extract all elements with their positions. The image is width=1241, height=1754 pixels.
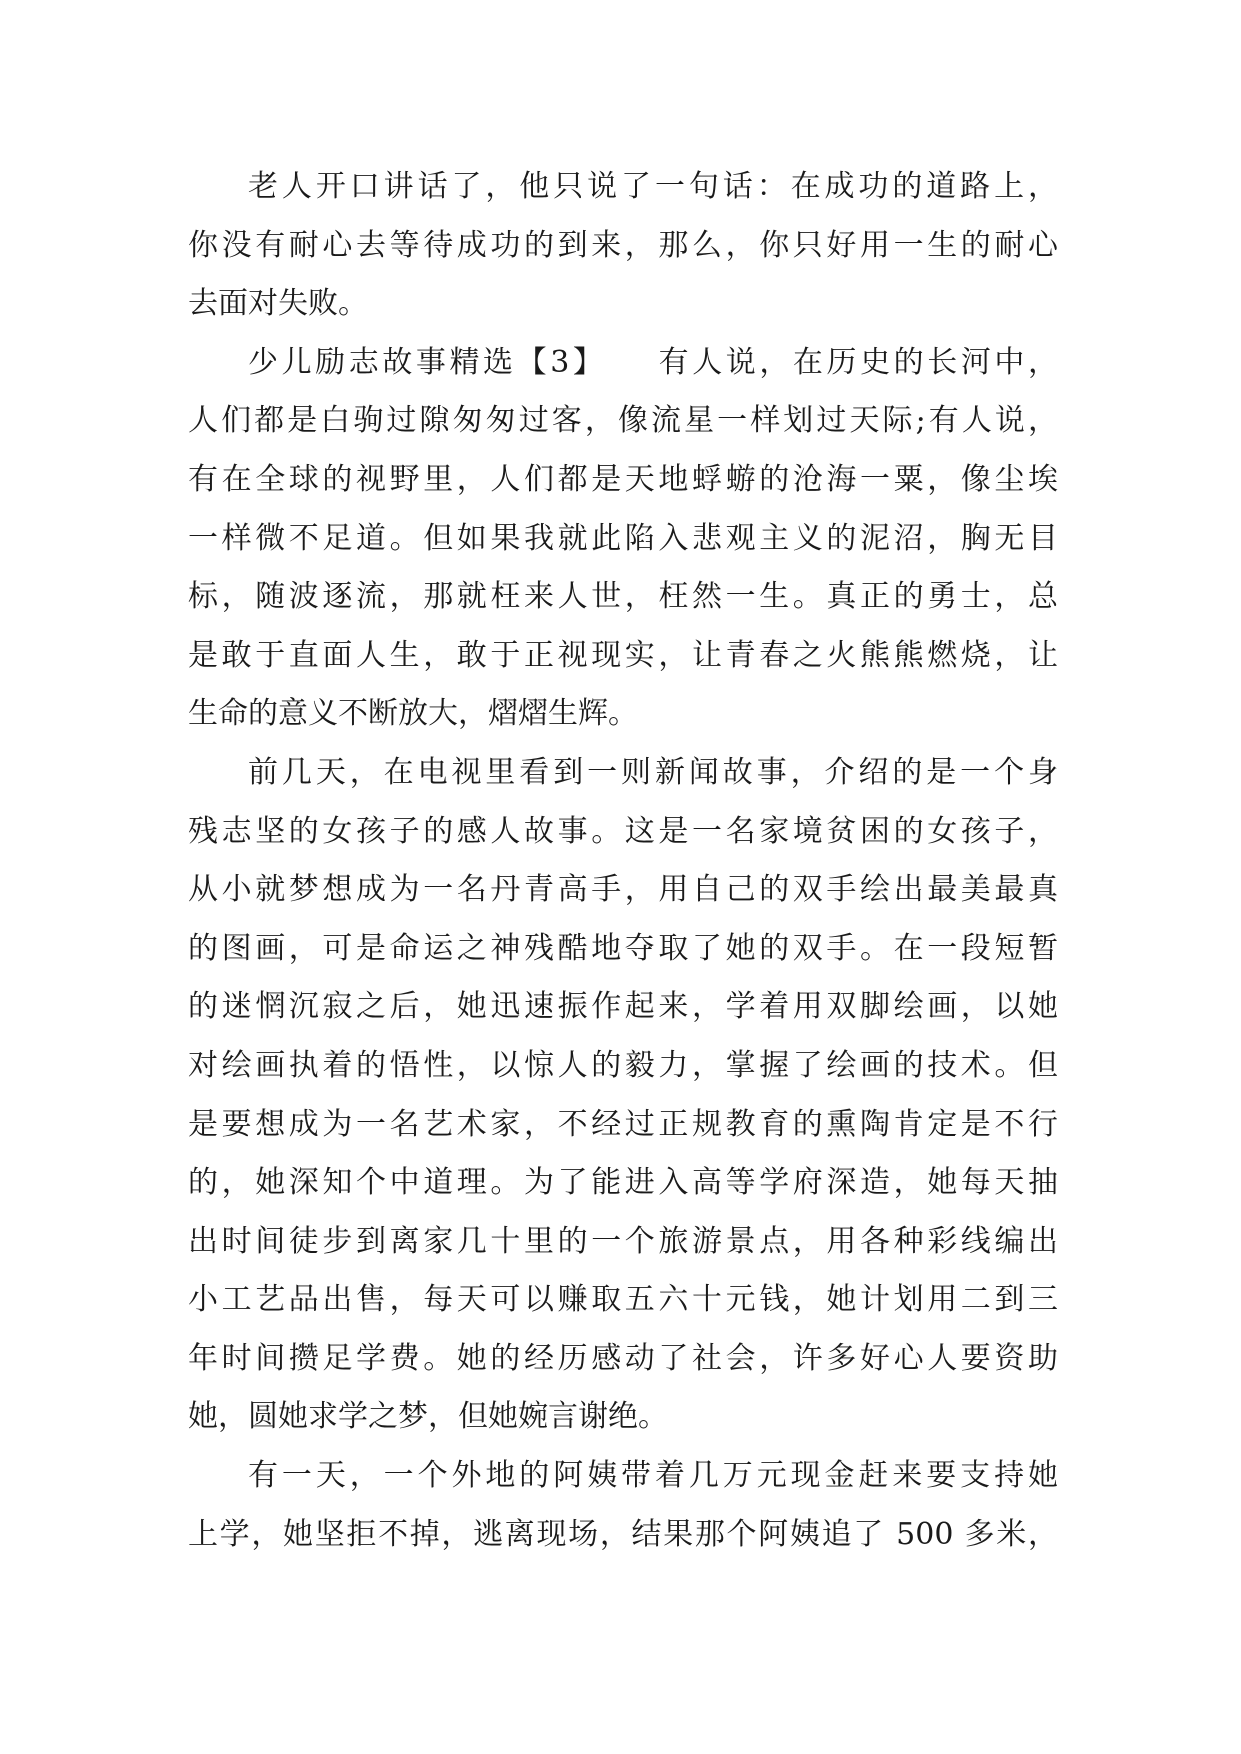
text-line: 残志坚的女孩子的感人故事。这是一名家境贫困的女孩子， [188,813,1058,849]
text-line: 前几天，在电视里看到一则新闻故事，介绍的是一个身 [248,754,1058,790]
text-line: 一样微不足道。但如果我就此陷入悲观主义的泥沼，胸无目 [188,520,1058,556]
text-line: 是敢于直面人生，敢于正视现实，让青春之火熊熊燃烧，让 [188,637,1058,673]
text-line: 老人开口讲话了，他只说了一句话：在成功的道路上， [248,169,1058,204]
text-line: 生命的意义不断放大，熠熠生辉。 [188,696,638,732]
text-line: 她，圆她求学之梦，但她婉言谢绝。 [188,1399,668,1435]
text-line: 少儿励志故事精选【3】 有人说，在历史的长河中， [248,344,1058,380]
text-line: 的迷惘沉寂之后，她迅速振作起来，学着用双脚绘画，以她 [188,989,1058,1025]
text-line: 年时间攒足学费。她的经历感动了社会，许多好心人要资助 [188,1340,1058,1376]
text-line: 上学，她坚拒不掉，逃离现场，结果那个阿姨追了 500 多米， [188,1516,1058,1552]
text-line: 的图画，可是命运之神残酷地夺取了她的双手。在一段短暂 [188,930,1058,966]
text-line: 出时间徒步到离家几十里的一个旅游景点，用各种彩线编出 [188,1223,1058,1259]
document-body [188,158,1058,1564]
text-line: 有在全球的视野里，人们都是天地蜉蝣的沧海一粟，像尘埃 [188,461,1058,497]
text-line: 是要想成为一名艺术家，不经过正规教育的熏陶肯定是不行 [188,1106,1058,1142]
text-line: 从小就梦想成为一名丹青高手，用自己的双手绘出最美最真 [188,872,1058,908]
text-line: 去面对失败。 [188,286,368,322]
text-line: 标，随波逐流，那就枉来人世，枉然一生。真正的勇士，总 [188,579,1058,615]
text-line: 有一天，一个外地的阿姨带着几万元现金赶来要支持她 [248,1458,1058,1494]
text-line: 小工艺品出售，每天可以赚取五六十元钱，她计划用二到三 [188,1282,1058,1318]
text-line: 对绘画执着的悟性，以惊人的毅力，掌握了绘画的技术。但 [188,1047,1058,1083]
text-line: 你没有耐心去等待成功的到来，那么，你只好用一生的耐心 [188,227,1058,263]
text-line: 的，她深知个中道理。为了能进入高等学府深造，她每天抽 [188,1165,1058,1201]
text-line: 人们都是白驹过隙匆匆过客，像流星一样划过天际;有人说， [188,403,1058,439]
